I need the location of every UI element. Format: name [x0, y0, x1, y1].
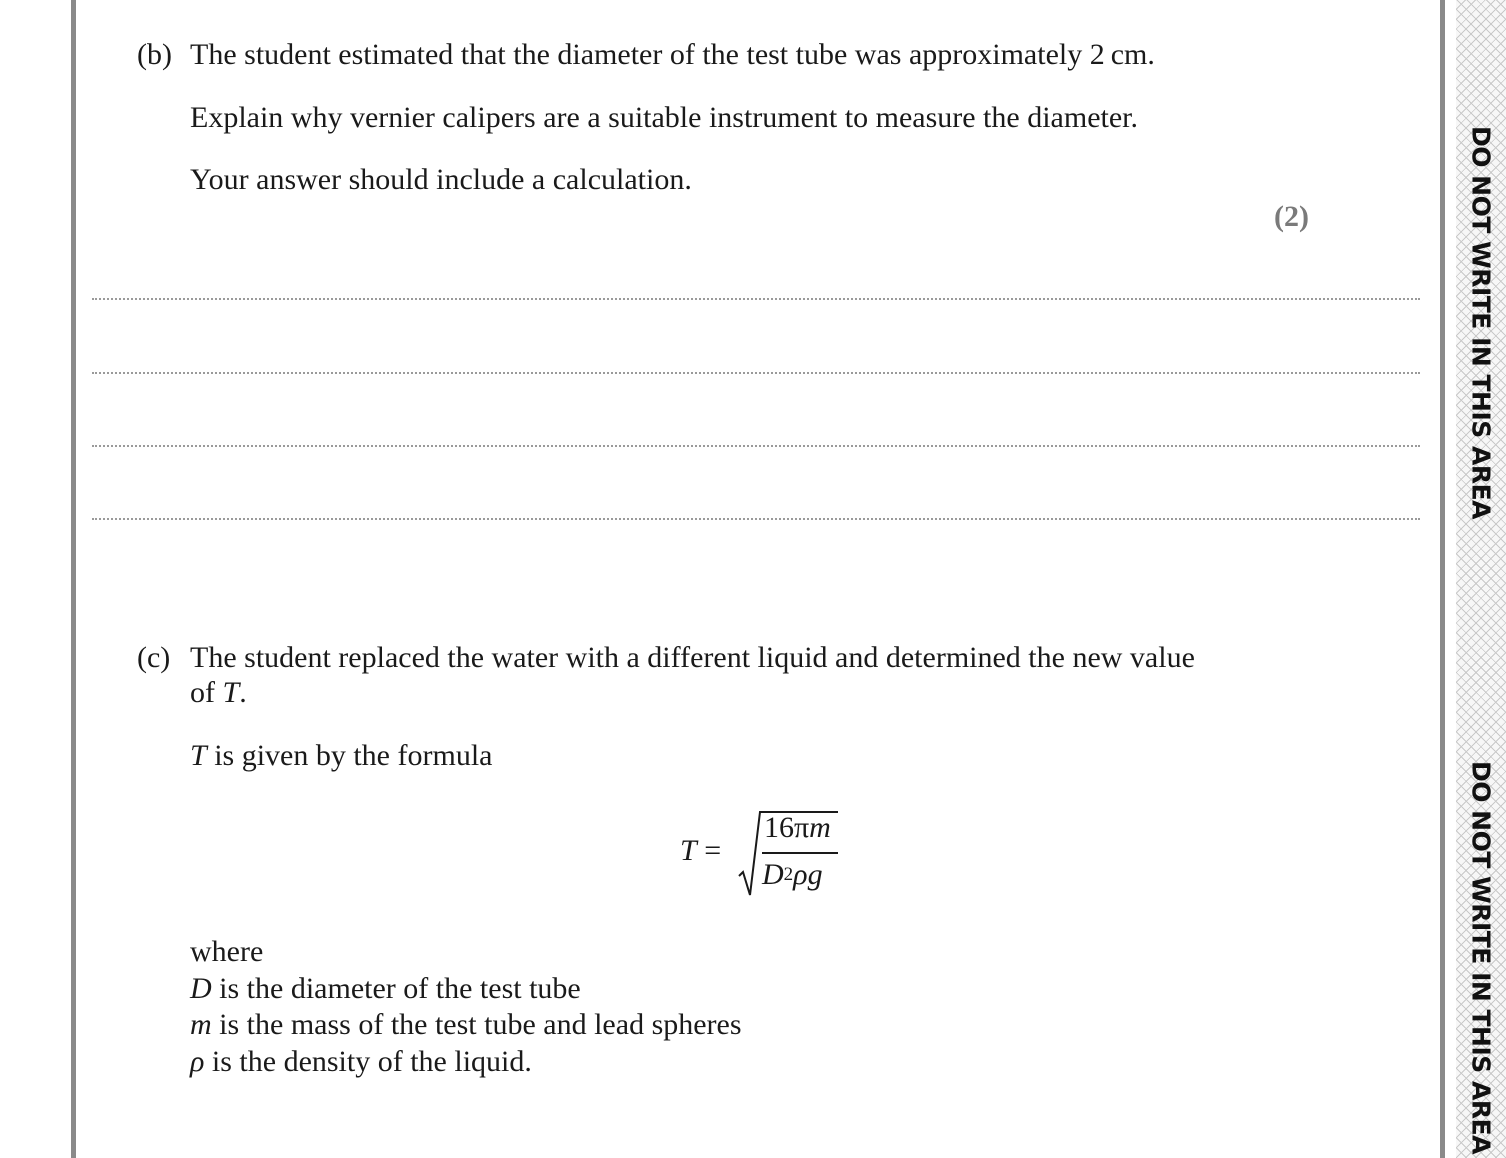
- formula-numerator: 16πm: [764, 811, 831, 844]
- part-b-calculation-note: Your answer should include a calculation.: [190, 163, 692, 196]
- formula-lhs: T =: [680, 834, 722, 867]
- answer-line-2[interactable]: [92, 372, 1420, 374]
- answer-line-3[interactable]: [92, 445, 1420, 447]
- period-formula: [680, 808, 850, 903]
- part-b-label: (b): [137, 38, 172, 71]
- answer-line-4[interactable]: [92, 518, 1420, 520]
- answer-line-1[interactable]: [92, 298, 1420, 300]
- right-margin-rule: [1440, 0, 1445, 1158]
- margin-warning-top: DO NOT WRITE IN THIS AREA: [1466, 125, 1496, 520]
- definition-m: m is the mass of the test tube and lead spheres: [190, 1008, 742, 1041]
- part-b-marks: (2): [1274, 200, 1309, 233]
- formula-intro: T is given by the formula: [190, 739, 493, 772]
- part-c-label: (c): [137, 641, 171, 674]
- formula-denominator: $D^2\rho g$: [762, 858, 823, 891]
- definition-d: D is the diameter of the test tube: [190, 972, 581, 1005]
- part-b-instruction: Explain why vernier calipers are a suitable instrument to measure the diameter.: [190, 101, 1138, 134]
- part-c-question-line-2: of T.: [190, 676, 247, 709]
- definition-rho: ρ is the density of the liquid.: [190, 1045, 532, 1078]
- part-b-question-line: The student estimated that the diameter of the test tube was approximately 2 cm.: [190, 38, 1155, 71]
- left-margin-rule: [71, 0, 76, 1158]
- margin-warning-bottom: DO NOT WRITE IN THIS AREA: [1466, 760, 1496, 1155]
- part-c-question-line: The student replaced the water with a different liquid and determined the new value: [190, 641, 1195, 674]
- where-label: where: [190, 935, 264, 968]
